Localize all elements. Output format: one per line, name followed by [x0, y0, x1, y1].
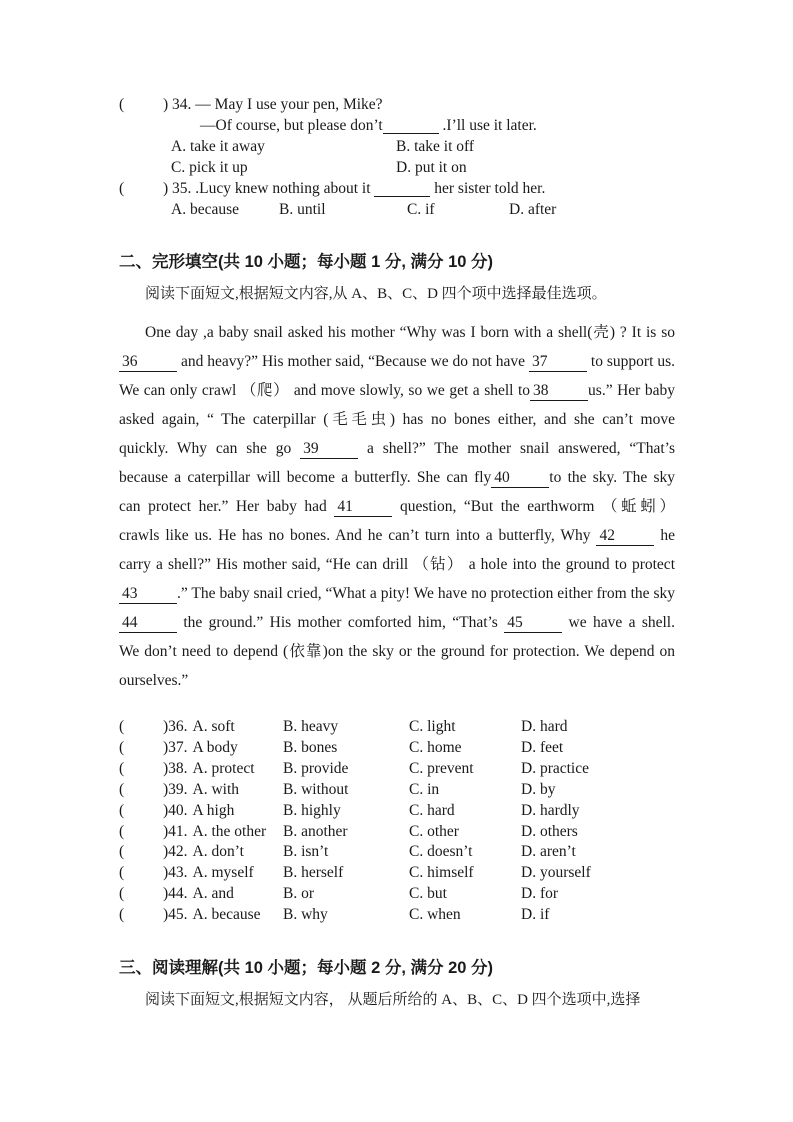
option-a: A. and	[192, 885, 234, 903]
cloze-row-42	[119, 842, 675, 863]
option-d: D. if	[521, 906, 550, 924]
blank-underline: 37	[529, 354, 587, 372]
passage-line: carry a shell?” His mother said, “He can drill （钻） a hole into the ground to protect	[119, 556, 675, 573]
section-3-instruction: 阅读下面短文,根据短文内容， 从题后所给的 A、B、C、D 四个选项中,选择	[145, 992, 641, 1009]
option-c: C. himself	[409, 864, 474, 882]
option-d: D. aren’t	[521, 843, 576, 861]
question-text: — May I use your pen, Mike?	[195, 96, 383, 113]
option-a: A. take it away	[171, 138, 265, 155]
option-a: A. with	[192, 780, 240, 798]
question-number: )45.	[163, 906, 188, 924]
passage-line: asked again, “ The caterpillar (毛毛虫) has no bones either, and she can’t move	[119, 411, 675, 428]
passage-line: 44 the ground.” His mother comforted him, “That’s 45 we have a shell.	[119, 608, 675, 637]
passage-line: because a caterpillar will become a butterfly. She can fly 40 to the sky. The sky	[119, 469, 675, 486]
option-c: C. light	[409, 718, 456, 735]
blank-underline: 45	[504, 615, 562, 633]
cloze-row-38	[119, 759, 675, 780]
option-a: A. because	[171, 201, 239, 218]
cloze-row-45	[119, 905, 675, 926]
option-c: C. hard	[409, 801, 455, 819]
answer-paren: (	[119, 759, 125, 777]
option-d: D. feet	[521, 738, 564, 756]
passage-line: 43 .” The baby snail cried, “What a pity! We have no protection either from the sky	[119, 579, 675, 608]
cloze-row-43	[119, 863, 675, 884]
section-2-title: 二、完形填空(共 10 小题；每小题 1 分, 满分 10 分)	[119, 253, 494, 271]
blank-underline: 39	[300, 441, 358, 459]
cloze-row-36	[119, 717, 675, 738]
blank-underline: 42	[596, 528, 654, 546]
option-b: B. isn’t	[283, 843, 329, 861]
answer-paren: (	[119, 885, 125, 903]
answer-paren: (	[119, 180, 125, 197]
answer-paren: (	[119, 801, 125, 819]
blank-underline	[383, 116, 439, 134]
answer-paren: (	[119, 738, 125, 756]
option-b: B. heavy	[283, 718, 339, 735]
option-a: A. don’t	[192, 843, 244, 861]
option-b: B. highly	[283, 801, 341, 819]
cloze-row-39	[119, 780, 675, 801]
blank-underline: 43	[119, 586, 177, 604]
blank-underline: 40	[491, 470, 549, 488]
question-number: )42.	[163, 843, 188, 861]
option-c: C. but	[409, 885, 447, 903]
question-number: )38.	[163, 759, 188, 777]
cloze-passage	[119, 318, 675, 695]
option-d: D. by	[521, 780, 556, 798]
option-b: B. another	[283, 822, 348, 840]
question-34	[119, 94, 675, 178]
option-c: C. if	[407, 201, 435, 218]
option-c: C. in	[409, 780, 440, 798]
option-c: C. other	[409, 822, 459, 840]
question-35-options	[119, 199, 675, 220]
question-number: )41.	[163, 822, 188, 840]
passage-line: can protect her.” Her baby had 41 question, “But the earthworm （蚯蚓）	[119, 498, 676, 515]
cloze-row-44	[119, 884, 675, 905]
answer-paren: (	[119, 843, 125, 861]
option-a: A. myself	[192, 864, 254, 882]
passage-line: We don’t need to depend (依靠)on the sky or the ground for protection. We depend on	[119, 643, 675, 660]
option-d: D. hard	[521, 718, 568, 735]
option-b: B. until	[279, 201, 326, 218]
option-c: C. prevent	[409, 759, 474, 777]
option-d: D. for	[521, 885, 559, 903]
option-a: A. the other	[192, 822, 267, 840]
question-35	[119, 178, 675, 220]
option-d: D. hardly	[521, 801, 580, 819]
question-number: )39.	[163, 780, 188, 798]
question-34-line1	[119, 94, 675, 115]
option-a: A. because	[192, 906, 261, 924]
option-b: B. why	[283, 906, 328, 924]
option-a: A. soft	[192, 718, 235, 735]
option-b: B. bones	[283, 738, 338, 756]
question-number: ) 35.	[163, 180, 192, 197]
answer-paren: (	[119, 864, 125, 882]
option-d: D. yourself	[521, 864, 591, 882]
section-2-instruction: 阅读下面短文,根据短文内容,从 A、B、C、D 四个项中选择最佳选项。	[145, 286, 607, 302]
option-d: D. others	[521, 822, 578, 840]
blank-underline	[374, 179, 430, 197]
answer-paren: (	[119, 822, 125, 840]
question-number: )40.	[163, 801, 188, 819]
option-a: A. protect	[192, 759, 255, 777]
passage-line: 36 and heavy?” His mother said, “Because we do not have 37 to support us.	[119, 347, 675, 376]
option-d: D. after	[509, 201, 557, 218]
blank-underline: 38	[530, 383, 588, 401]
option-d: D. put it on	[396, 159, 467, 176]
option-a: A body	[192, 738, 238, 756]
cloze-row-40	[119, 801, 675, 822]
question-34-options	[119, 136, 675, 178]
passage-line: ourselves.”	[119, 672, 189, 689]
option-c: C. home	[409, 738, 462, 756]
section-3-title: 三、阅读理解(共 10 小题；每小题 2 分, 满分 20 分)	[119, 959, 494, 978]
option-b: B. herself	[283, 864, 344, 882]
answer-paren: (	[119, 96, 125, 113]
answer-paren: (	[119, 906, 125, 924]
question-number: )37.	[163, 738, 188, 756]
question-34-line2: —Of course, but please don’t .I’ll use it later.	[200, 117, 537, 134]
passage-line: quickly. Why can she go 39 a shell?” The mother snail answered, “That’s	[119, 440, 675, 457]
answer-paren: (	[119, 718, 125, 735]
option-c: C. pick it up	[171, 159, 248, 176]
passage-line: We can only crawl （爬） and move slowly, so we get a shell to 38 us.” Her baby	[119, 382, 675, 399]
question-text: .Lucy knew nothing about it her sister told her.	[195, 180, 546, 197]
option-a: A high	[192, 801, 235, 819]
cloze-row-41	[119, 822, 675, 843]
option-c: C. doesn’t	[409, 843, 473, 861]
answer-paren: (	[119, 780, 125, 798]
option-b: B. provide	[283, 759, 349, 777]
option-b: B. take it off	[396, 138, 475, 155]
passage-line: One day ,a baby snail asked his mother “Why was I born with a shell(壳) ? It is so	[145, 324, 675, 341]
blank-underline: 41	[334, 499, 392, 517]
option-b: B. or	[283, 885, 314, 903]
blank-underline: 36	[119, 354, 177, 372]
question-number: ) 34.	[163, 96, 192, 113]
option-d: D. practice	[521, 759, 589, 777]
question-35-line1	[119, 178, 675, 199]
cloze-row-37	[119, 738, 675, 759]
passage-line: crawls like us. He has no bones. And he can’t turn into a butterfly, Why 42 he	[119, 527, 675, 544]
cloze-options-list	[119, 717, 675, 926]
option-c: C. when	[409, 906, 461, 924]
question-number: )36.	[163, 718, 188, 735]
question-number: )44.	[163, 885, 188, 903]
question-number: )43.	[163, 864, 188, 882]
option-b: B. without	[283, 780, 349, 798]
blank-underline: 44	[119, 615, 177, 633]
